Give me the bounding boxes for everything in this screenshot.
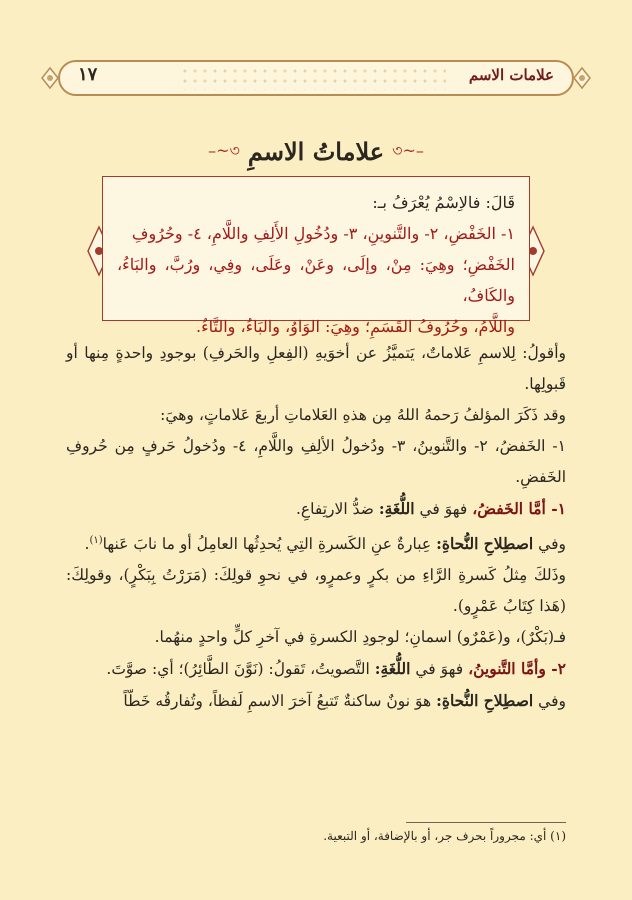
section-title: علاماتُ الاسمِ <box>247 137 385 166</box>
paragraph <box>66 653 566 685</box>
footnote-ref[interactable]: (١) <box>89 535 103 546</box>
text: التَّصويتُ، تَقولُ: (نَوَّنَ الطَّائِرُ)؛ أي: صوَّتَ. <box>106 660 370 679</box>
paragraph <box>66 493 566 525</box>
quote-line: الخَفْضِ؛ وهِيَ: مِنْ، وإلَى، وعَنْ، وعَلَى، وفِي، ورُبَّ، والبَاءُ، والكَافُ، <box>117 255 515 305</box>
term-language: اللُّغَةِ: <box>374 659 411 679</box>
running-header <box>58 60 574 96</box>
page-number: ١٧ <box>78 64 98 85</box>
footnote-separator <box>406 822 566 823</box>
quote-line: ١- الخَفْضِ، ٢- والتَّنوينِ، ٣- ودُخُولِ الأَلِفِ واللَّامِ، ٤- وحُرُوفِ <box>131 224 515 243</box>
paragraph: وذَلكَ مِثلُ كَسرةِ الرَّاءِ من بكرٍ وعمرٍو، في نحوِ قولِكَ: (مَرَرْتُ بِبَكْرٍ)، وقولِكَ: (هَذا كِتَابُ عَمْرٍو). <box>66 566 566 616</box>
text: فهوَ في <box>419 500 468 518</box>
text: ضدُّ الارتِفاعِ. <box>296 500 374 518</box>
quote-intro: قَالَ: فالاِسْمُ يُعْرَفُ بـ: <box>372 193 515 212</box>
term: ٢- وأمَّا التَّنوينُ، <box>468 659 566 679</box>
paragraph <box>66 685 566 717</box>
term: ١- أمَّا الخَفضُ، <box>472 499 566 518</box>
section-heading <box>0 137 632 166</box>
text: عِبارةٌ عنِ الكَسرةِ التِي يُحدِثُها العامِلُ أو ما نابَ عَنها <box>102 535 432 554</box>
body-text <box>66 338 566 717</box>
text: وفي <box>538 535 566 554</box>
header-ornament-right-icon <box>570 66 594 90</box>
footnote: (١) أي: مجروراً بحرف جر، أو بالإضافة، أو التبعية. <box>323 829 566 843</box>
text: فهوَ في <box>415 660 464 679</box>
paragraph: وقد ذَكَرَ المؤلفُ رَحمهُ اللهُ مِن هذهِ العَلاماتِ أربعَ عَلاماتٍ، وهيَ: <box>160 406 566 424</box>
heading-ornament-right-icon: –~৩ <box>392 141 424 160</box>
heading-ornament-left-icon: ৩~– <box>208 141 240 160</box>
term-terminology: اصطِلاحِ النُّحاةِ: <box>436 534 534 554</box>
term-terminology: اصطِلاحِ النُّحاةِ: <box>436 691 534 711</box>
header-title: علامات الاسم <box>468 66 554 84</box>
header-pattern <box>180 66 446 90</box>
text: وفي <box>538 692 566 711</box>
term-language: اللُّغَةِ: <box>378 499 415 518</box>
header-ornament-left-icon <box>38 66 62 90</box>
paragraph: ١- الخَفضُ، ٢- والتَّنوينُ، ٣- ودُخولُ الألِفِ واللَّامِ، ٤- ودُخولُ حَرفٍ مِن حُروفِ الخَفضِ. <box>66 437 566 486</box>
quote-box <box>102 176 530 336</box>
paragraph: وأقولُ: لِلاسمِ عَلاماتٌ، يَتميَّزُ عن أخوَيهِ (الفِعلِ والحَرفِ) بوجودِ واحدةٍ مِنها أو قَبولِها. <box>66 344 566 393</box>
quote-line: واللَّامُ، وحُرُوفُ القَسَمِ؛ وهِيَ: الوَاوُ، والبَاءُ، والتَّاءُ. <box>196 317 515 336</box>
text: هوَ نونٌ ساكنةٌ تَتبعُ آخرَ الاسمِ لَفظاً، وتُفارقُه خَطّاً <box>123 692 432 711</box>
paragraph: فـ(بَكْرٌ)، و(عَمْرٌو) اسمانِ؛ لوجودِ الكسرةِ في آخرِ كلٍّ واحدٍ منهُما. <box>154 628 566 647</box>
paragraph: وفي اصطِلاحِ النُّحاةِ: عِبارةٌ عنِ الكَسرةِ التِي يُحدِثُها العامِلُ أو ما نابَ عَنها$^{(١)}$. <box>84 534 566 554</box>
